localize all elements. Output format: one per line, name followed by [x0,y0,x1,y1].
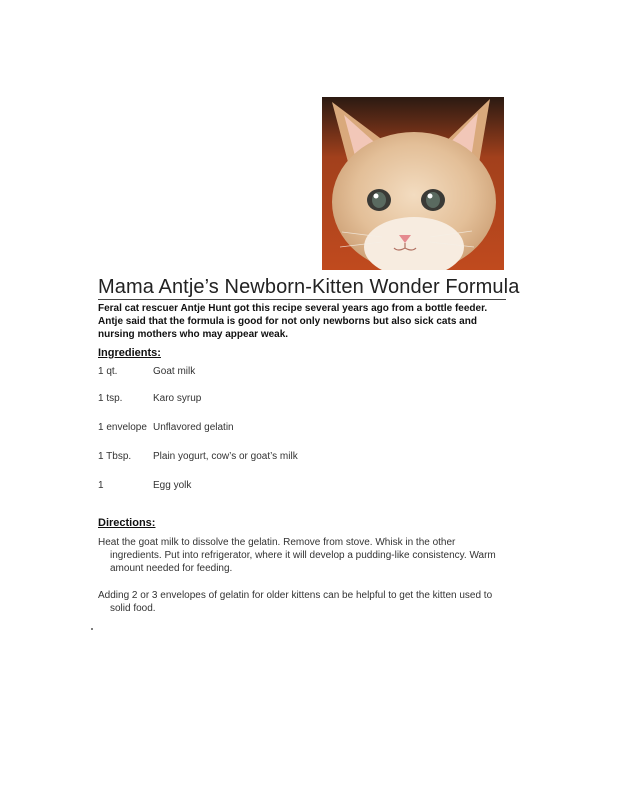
ingredient-name: Unflavored gelatin [153,422,234,433]
intro-paragraph: Feral cat rescuer Antje Hunt got this recipe several years ago from a bottle feeder. Antje said that the formula is good for not only newborns but also sick cats and nursing mothers who may appear weak. [98,303,488,340]
ingredient-name: Goat milk [153,366,196,377]
ingredient-quantity: 1 Tbsp. [98,451,132,462]
directions-heading: Directions: [98,517,156,529]
ingredient-quantity: 1 [98,480,104,491]
ingredient-quantity: 1 tsp. [98,393,123,404]
ingredient-name: Plain yogurt, cow’s or goat’s milk [153,451,298,462]
stray-mark [91,628,93,630]
ingredient-quantity: 1 envelope [98,422,147,433]
directions-paragraph: Heat the goat milk to dissolve the gelatin. Remove from stove. Whisk in the other ingredients. Put into refrigerator, where it will develop a pudding-like consistency. Warm amount needed for feeding. [98,537,496,574]
kitten-illustration [322,97,504,270]
ingredient-quantity: 1 qt. [98,366,118,377]
ingredient-name: Egg yolk [153,480,192,491]
recipe-title: Mama Antje’s Newborn-Kitten Wonder Formula [98,276,520,298]
kitten-photo [322,97,504,270]
ingredients-heading: Ingredients: [98,347,161,359]
directions-paragraph: Adding 2 or 3 envelopes of gelatin for older kittens can be helpful to get the kitten used to solid food. [98,590,493,614]
title-divider [98,299,506,300]
ingredient-name: Karo syrup [153,393,202,404]
